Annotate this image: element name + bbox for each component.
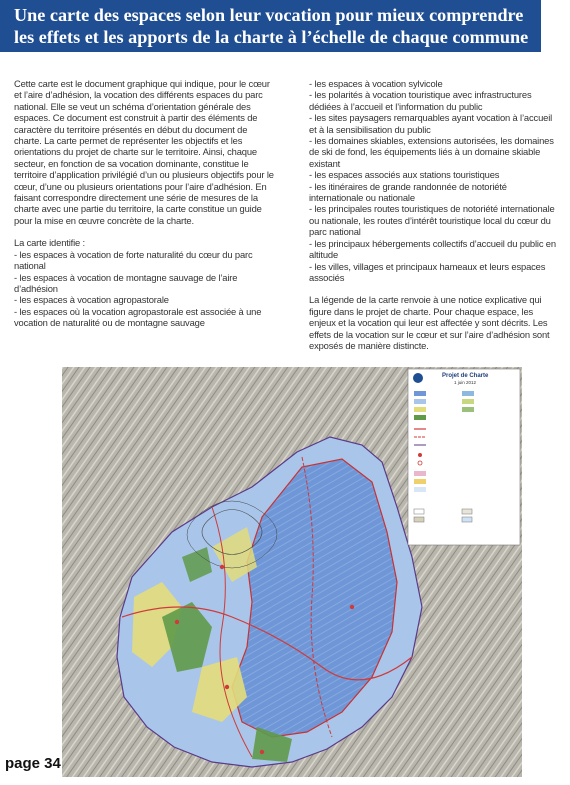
vocation-list-right	[309, 78, 561, 283]
legend-title: Projet de Charte	[442, 373, 489, 379]
list-item: - les principaux hébergements collectifs d’accueil du public en altitude	[309, 237, 556, 261]
map-legend	[408, 369, 520, 545]
page-title: Une carte des espaces selon leur vocation pour mieux comprendre les effets et les apports de la charte à l’échelle de chaque commune	[14, 5, 529, 47]
legend-note-paragraph: La légende de la carte renvoie à une notice explicative qui figure dans le projet de charte. Pour chaque espace, les enjeux et la vocation qui leur est affectée y sont décrits. Les effets de la vocation sur le cœur et sur l’aire d’adhésion sont exposés de manière distincte.	[309, 294, 550, 351]
page-number: page 34	[5, 755, 61, 772]
list-item: - les espaces associés aux stations touristiques	[309, 169, 500, 181]
list-item: - les sites paysagers remarquables ayant vocation à l’accueil et à la sensibilisation du public	[309, 112, 553, 135]
list-item: - les espaces à vocation sylvicole	[309, 78, 443, 89]
list-item: - les polarités à vocation touristique avec infrastructures dédiées à l’accueil et l’information du public	[309, 89, 532, 112]
village-marker	[175, 620, 179, 624]
left-column	[14, 78, 276, 329]
village-marker	[260, 750, 264, 754]
title-banner	[0, 0, 541, 52]
list-item: - les villes, villages et principaux hameaux et leurs espaces associés	[309, 260, 546, 283]
list-item: - les domaines skiables, extensions autorisées, les domaines de ski de fond, les équipements liés à un domaine skiable existant	[309, 135, 554, 169]
village-marker	[225, 685, 229, 689]
right-column	[309, 78, 561, 351]
village-marker	[350, 605, 354, 609]
vocation-map	[62, 367, 522, 777]
list-item: - les espaces à vocation agropastorale	[14, 294, 169, 306]
list-item: - les itinéraires de grande randonnée de notoriété internationale ou nationale	[309, 180, 507, 204]
list-heading: La carte identifie :	[14, 237, 86, 249]
list-item: - les espaces à vocation de forte naturalité du cœur du parc national	[14, 248, 253, 272]
vocation-list-left	[14, 249, 276, 329]
list-item: - les espaces où la vocation agropastorale est associée à une vocation de naturalité ou de montagne sauvage	[14, 305, 262, 329]
list-item: - les espaces à vocation de montagne sauvage de l’aire d’adhésion	[14, 271, 238, 294]
intro-paragraph: Cette carte est le document graphique qui indique, pour le cœur et l’aire d’adhésion, la vocation des différents espaces du parc national. Elle se veut un schéma d’orientation générale des espaces. Ce document est construit à partir des éléments de caractère du territoire présentés en début du document de charte. La carte permet de représenter les objectifs et les orientations du projet de charte sur le territoire. Ainsi, chaque secteur, en fonction de sa vocation dominante, constitue le territoire d’application privilégié d’un ou plusieurs objectifs pour le cœur, d’une ou plusieurs orientations pour l’aire d’adhésion. En faisant correspondre directement une série de mesures de la charte avec une partie du territoire, la carte constitue un guide pour la mise en œuvre concrète de la charte.	[14, 78, 274, 226]
list-item: - les principales routes touristiques de notoriété internationale ou nationale, les routes d’intérêt touristique local du cœur du parc national	[309, 203, 555, 238]
park-logo-icon	[413, 373, 423, 383]
village-marker	[220, 565, 224, 569]
legend-date: 1 juin 2012	[454, 380, 477, 385]
